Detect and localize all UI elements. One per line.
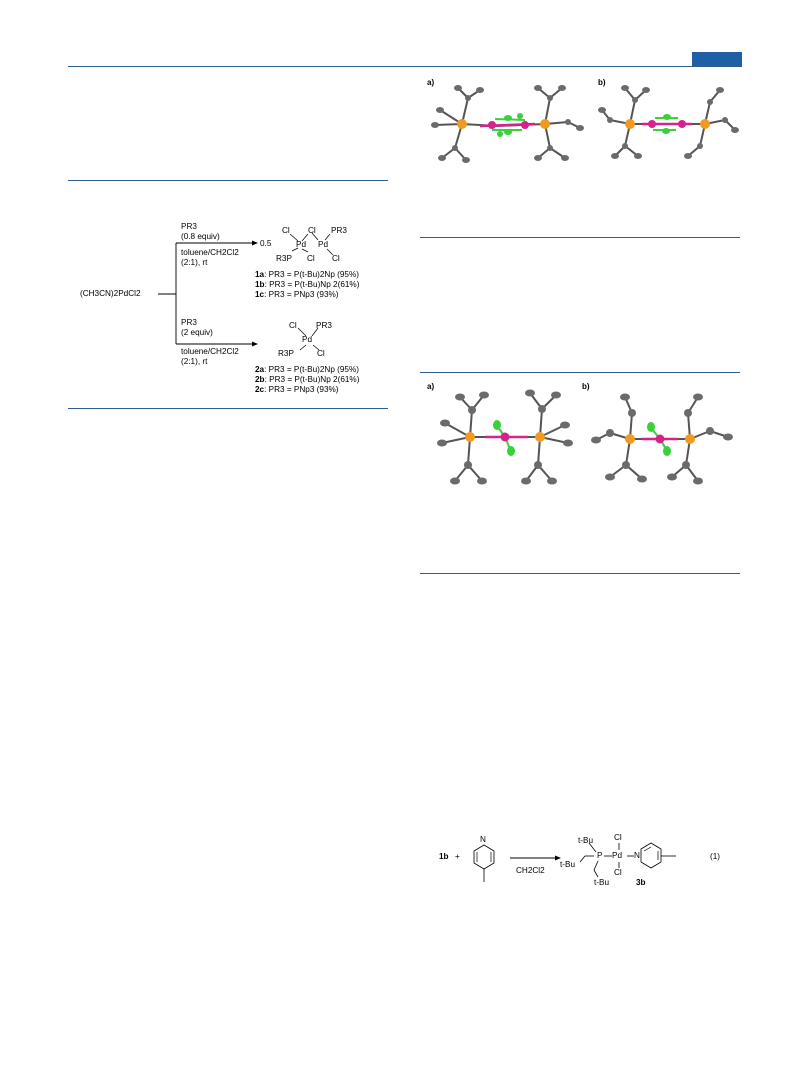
dimer-cl-4: Cl — [332, 254, 340, 263]
scheme1-upper-solvent: toluene/CH2Cl2 — [181, 248, 239, 257]
product-1a: 1a: PR3 = P(t-Bu)2Np (95%) — [255, 270, 359, 279]
eq1-reactant-1b: 1b — [439, 852, 449, 861]
figure2-label-b: b) — [582, 382, 590, 391]
eq1-tbu-left: t-Bu — [560, 860, 576, 869]
scheme1-upper-reagent: PR3 — [181, 222, 197, 231]
mono-cl-2: Cl — [317, 349, 325, 358]
eq1-solvent: CH2Cl2 — [516, 866, 545, 875]
eq1-plus: + — [455, 852, 460, 861]
scheme1-reactant: (CH3CN)2PdCl2 — [80, 289, 141, 298]
dimer-pd-2: Pd — [318, 240, 329, 249]
dimer-cl-1: Cl — [282, 226, 290, 235]
eq1-tbu-top: t-Bu — [578, 836, 594, 845]
scheme1-lower-ratio: (2:1), rt — [181, 357, 208, 366]
scheme1-upper-ratio: (2:1), rt — [181, 258, 208, 267]
product-2a: 2a: PR3 = P(t-Bu)2Np (95%) — [255, 365, 359, 374]
eq1-nitrogen: N — [634, 851, 640, 860]
scheme1-upper-equiv: (0.8 equiv) — [181, 232, 220, 241]
product-1b: 1b: PR3 = P(t-Bu)Np 2(61%) — [255, 280, 360, 289]
scheme1-lower-equiv: (2 equiv) — [181, 328, 213, 337]
eq1-pyridine-n: N — [480, 835, 486, 844]
product-2c: 2c: PR3 = PNp3 (93%) — [255, 385, 339, 394]
product-2b: 2b: PR3 = P(t-Bu)Np 2(61%) — [255, 375, 360, 384]
mono-pr3: PR3 — [316, 321, 332, 330]
mono-pd: Pd — [302, 335, 313, 344]
product-1c: 1c: PR3 = PNp3 (93%) — [255, 290, 339, 299]
eq1-tbu-bottom: t-Bu — [594, 878, 610, 887]
scheme1-lower-reagent: PR3 — [181, 318, 197, 327]
figure1-label-b: b) — [598, 78, 606, 87]
dimer-cl-3: Cl — [307, 254, 315, 263]
dimer-pr3: PR3 — [331, 226, 347, 235]
eq1-number: (1) — [710, 852, 721, 861]
dimer-r3p: R3P — [276, 254, 292, 263]
dimer-coefficient: 0.5 — [260, 239, 272, 248]
mono-cl-1: Cl — [289, 321, 297, 330]
figure1-label-a: a) — [427, 78, 435, 87]
mono-r3p: R3P — [278, 349, 294, 358]
eq1-phosphorus: P — [597, 851, 603, 860]
eq1-product-3b: 3b — [636, 878, 646, 887]
dimer-cl-2: Cl — [308, 226, 316, 235]
eq1-cl-bottom: Cl — [614, 868, 622, 877]
dimer-pd-1: Pd — [296, 240, 307, 249]
eq1-palladium: Pd — [612, 851, 623, 860]
eq1-cl-top: Cl — [614, 833, 622, 842]
scheme1-lower-solvent: toluene/CH2Cl2 — [181, 347, 239, 356]
figure2-label-a: a) — [427, 382, 435, 391]
